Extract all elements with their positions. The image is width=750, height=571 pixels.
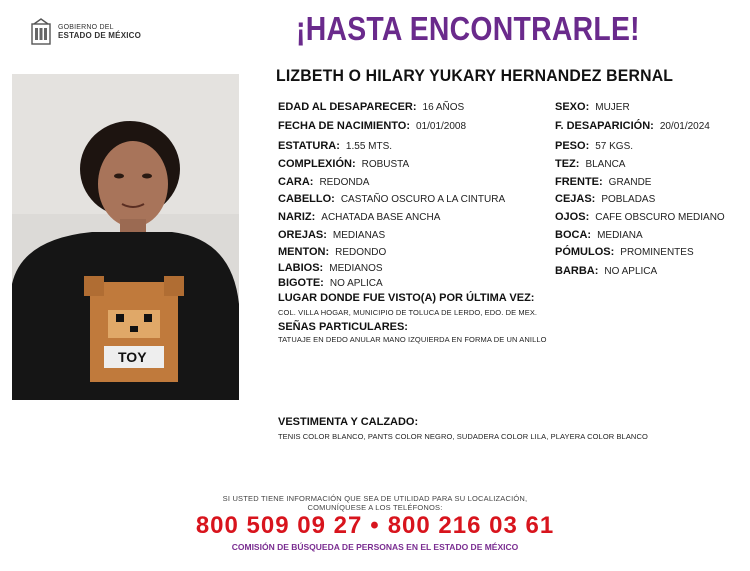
field-eyebrows: CEJAS: POBLADAS [555, 193, 656, 205]
phone-number-2[interactable]: 800 216 03 61 [387, 512, 555, 539]
field-age: EDAD AL DESAPARECER: 16 AÑOS [278, 101, 465, 113]
field-cheekbones: PÓMULOS: PROMINENTES [555, 246, 694, 258]
marks-value: TATUAJE EN DEDO ANULAR MANO IZQUIERDA EN FORMA DE UN ANILLO [278, 335, 547, 344]
last-seen-label: LUGAR DONDE FUE VISTO(A) POR ÚLTIMA VEZ: [278, 292, 535, 304]
field-chin: MENTON: REDONDO [278, 246, 387, 258]
field-weight: PESO: 57 KGS. [555, 140, 634, 152]
phone-numbers [0, 512, 750, 540]
phone-separator: • [370, 512, 380, 539]
field-height: ESTATURA: 1.55 MTS. [278, 140, 393, 152]
svg-text:TOY: TOY [118, 349, 147, 365]
field-build: COMPLEXIÓN: ROBUSTA [278, 158, 410, 170]
field-beard: BARBA: NO APLICA [555, 265, 658, 277]
field-mustache: BIGOTE: NO APLICA [278, 277, 383, 289]
person-name: LIZBETH O HILARY YUKARY HERNANDEZ BERNAL [276, 66, 674, 85]
field-complexion: TEZ: BLANCA [555, 158, 626, 170]
field-mouth: BOCA: MEDIANA [555, 229, 643, 241]
field-sex: SEXO: MUJER [555, 101, 630, 113]
field-eyes: OJOS: CAFE OBSCURO MEDIANO [555, 211, 725, 223]
clothing-value: TENIS COLOR BLANCO, PANTS COLOR NEGRO, SUDADERA COLOR LILA, PLAYERA COLOR BLANCO [278, 432, 648, 441]
government-logo [30, 18, 141, 46]
commission-name: COMISIÓN DE BÚSQUEDA DE PERSONAS EN EL ESTADO DE MÉXICO [231, 542, 519, 552]
contact-note-line-1: SI USTED TIENE INFORMACIÓN QUE SEA DE UTILIDAD PARA SU LOCALIZACIÓN, [222, 494, 528, 503]
field-disappearance-date: F. DESAPARICIÓN: 20/01/2024 [555, 120, 710, 132]
clothing-label: VESTIMENTA Y CALZADO: [278, 416, 419, 428]
logo-line-1: GOBIERNO DEL [58, 24, 114, 31]
field-face: CARA: REDONDA [278, 176, 370, 188]
field-forehead: FRENTE: GRANDE [555, 176, 652, 188]
contact-note-line-2: COMUNÍQUESE A LOS TELÉFONOS: [307, 503, 443, 512]
field-lips: LABIOS: MEDIANOS [278, 262, 383, 274]
marks-label: SEÑAS PARTICULARES: [278, 321, 408, 333]
missing-person-photo [12, 74, 239, 400]
field-hair: CABELLO: CASTAÑO OSCURO A LA CINTURA [278, 193, 506, 205]
field-nose: NARIZ: ACHATADA BASE ANCHA [278, 211, 441, 223]
bear-print [84, 276, 184, 382]
logo-line-2: ESTADO DE MÉXICO [58, 31, 142, 40]
field-birthdate: FECHA DE NACIMIENTO: 01/01/2008 [278, 120, 467, 132]
state-seal-icon [30, 18, 52, 46]
field-ears: OREJAS: MEDIANAS [278, 229, 386, 241]
last-seen-value: COL. VILLA HOGAR, MUNICIPIO DE TOLUCA DE LERDO, EDO. DE MEX. [278, 308, 538, 317]
phone-number-1[interactable]: 800 509 09 27 [195, 512, 363, 539]
headline: ¡HASTA ENCONTRARLE! [296, 10, 640, 47]
